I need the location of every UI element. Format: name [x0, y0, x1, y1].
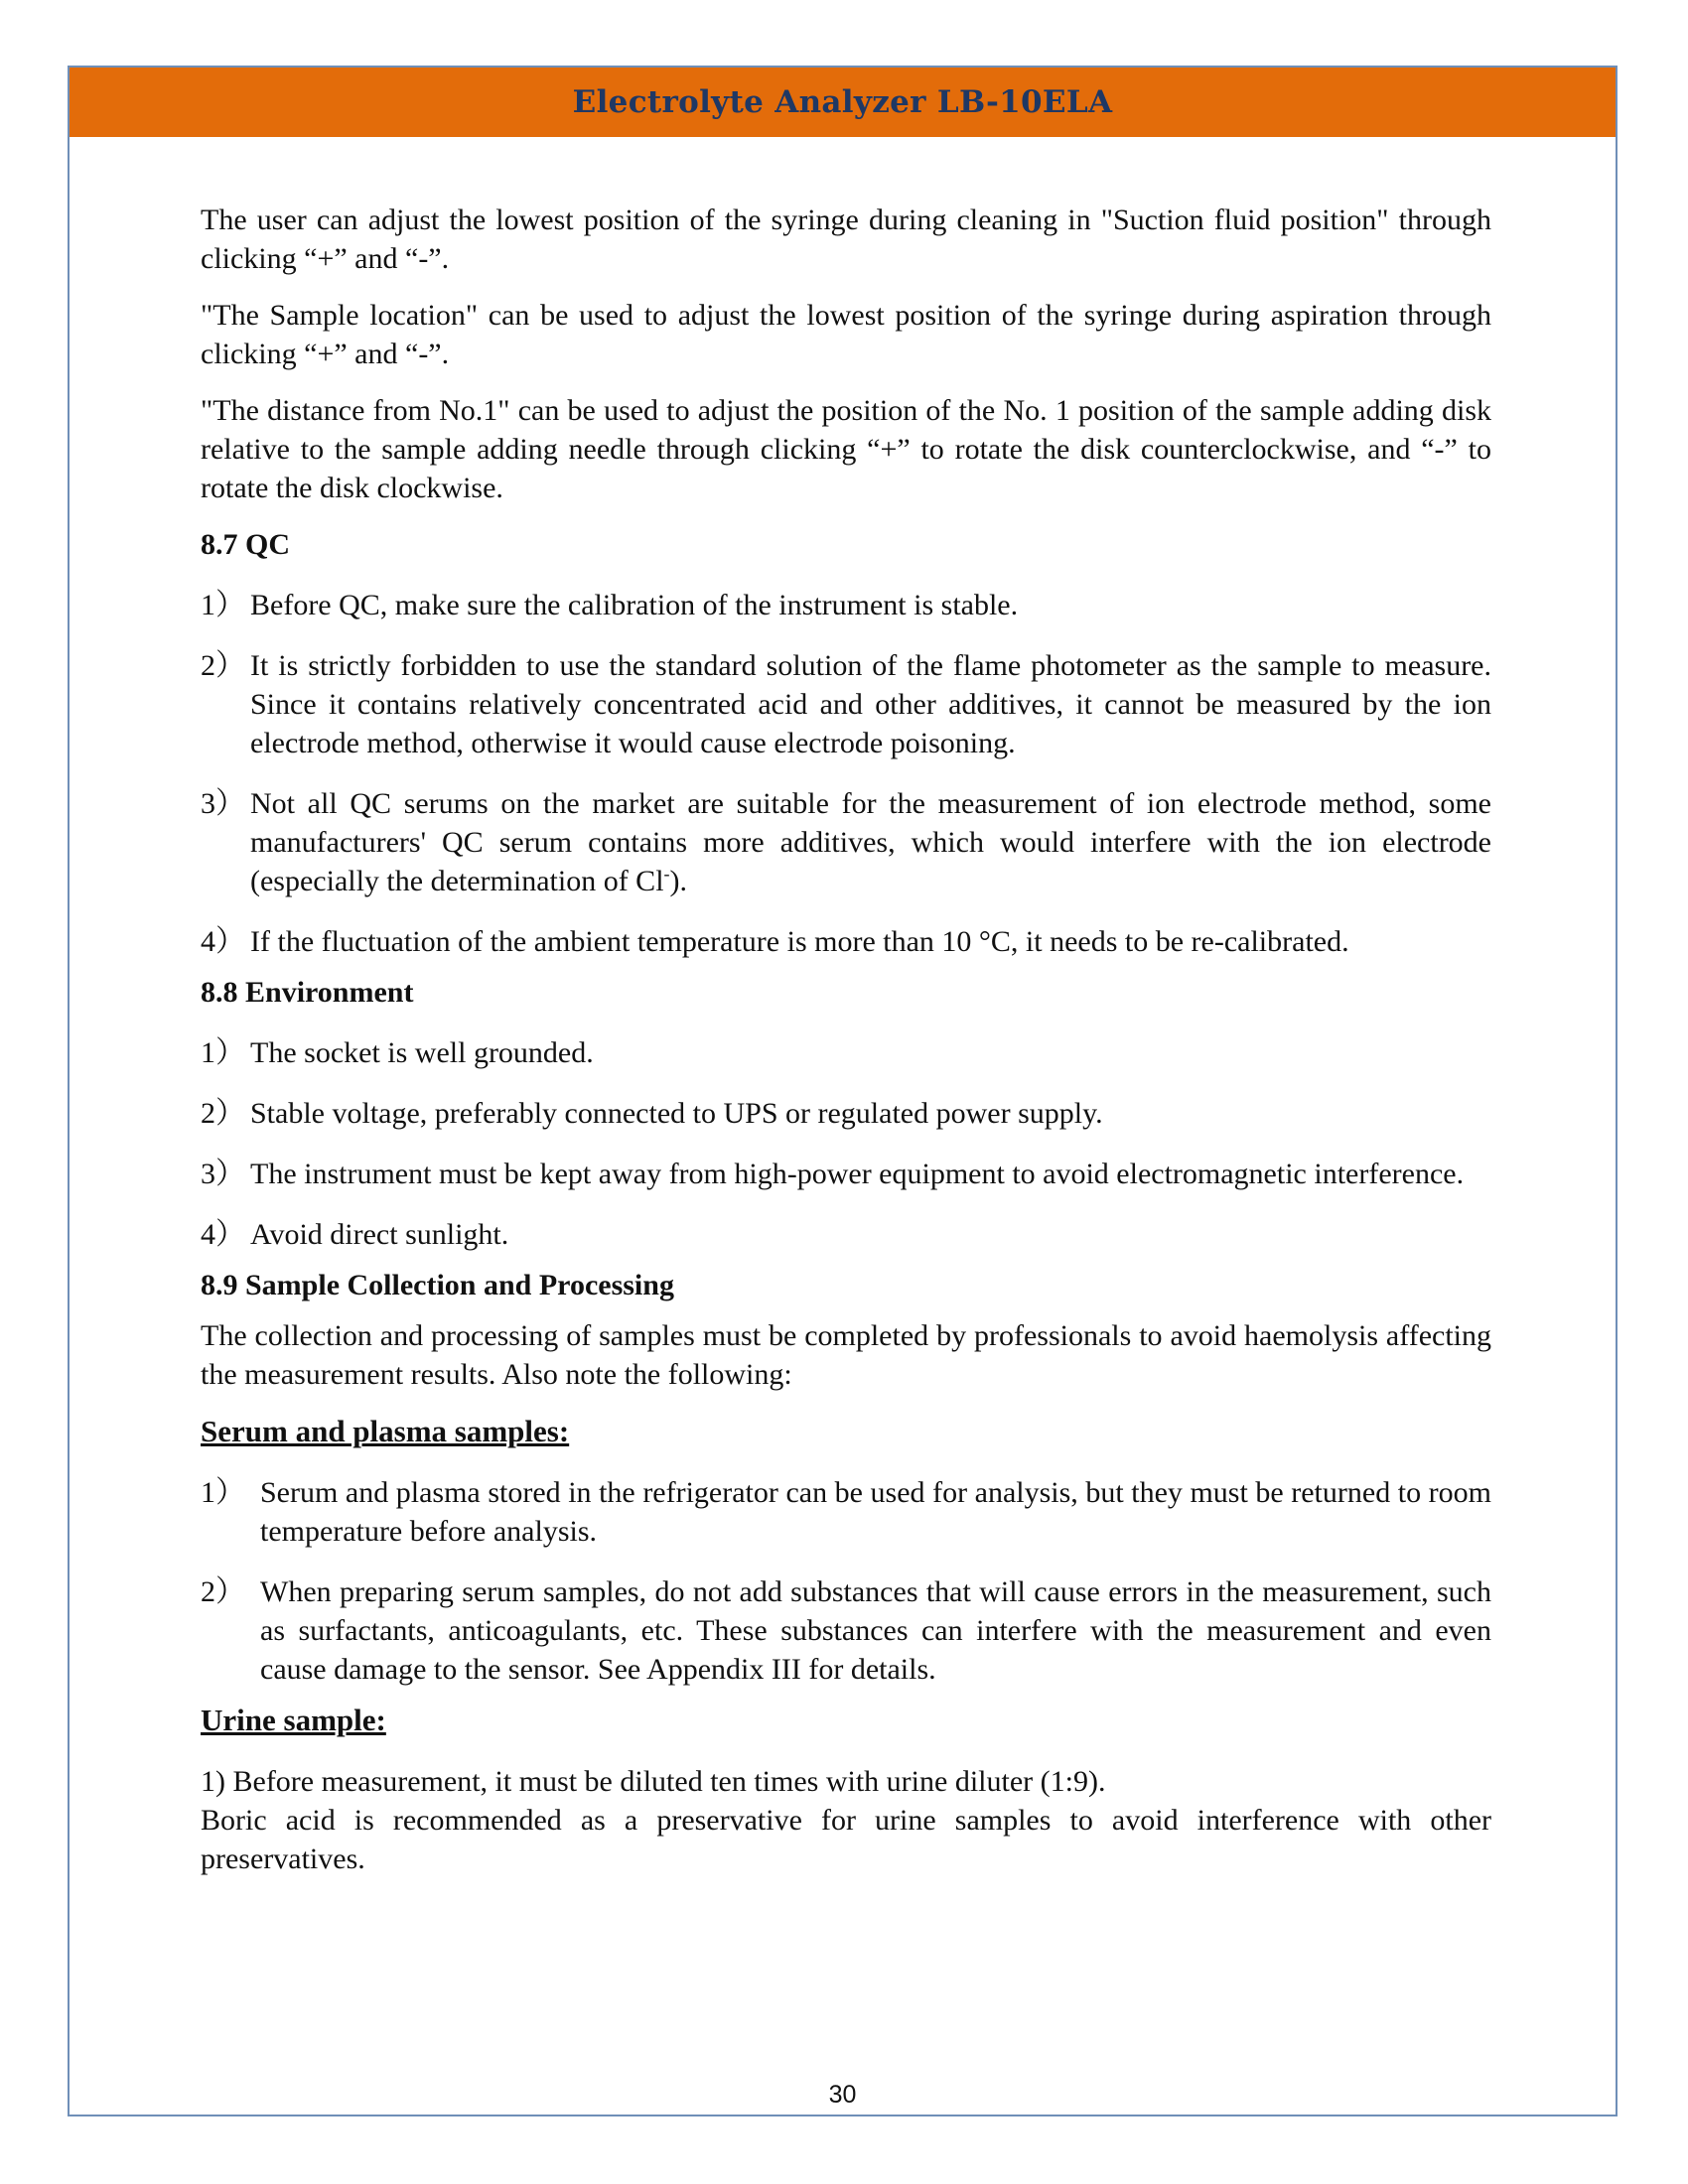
intro-paragraph-3: "The distance from No.1" can be used to adjust the position of the No. 1 position of the sample adding disk relative to the sample adding needle through clicking “+” to rotate the disk counterclockwise, and “-” to rotate the disk clockwise. — [201, 394, 1491, 504]
list-item — [201, 1094, 1491, 1133]
list-item — [201, 1215, 1491, 1254]
list-text: If the fluctuation of the ambient temperature is more than 10 °C, it needs to be re-calibrated. — [250, 925, 1349, 958]
list-item — [201, 646, 1491, 762]
list-text: Before QC, make sure the calibration of the instrument is stable. — [250, 589, 1019, 621]
list-text — [250, 784, 1491, 900]
intro-paragraph-1: The user can adjust the lowest position of the syringe during cleaning in "Suction fluid position" through clicking “+” and “-”. — [201, 204, 1491, 275]
page-content — [201, 201, 1491, 1878]
list-text: The socket is well grounded. — [250, 1036, 594, 1069]
list-number: 2） — [201, 1575, 245, 1608]
list-number: 4） — [201, 1218, 245, 1251]
list-item — [201, 1572, 1491, 1689]
list-number: 1） — [201, 1036, 245, 1069]
list-text: Avoid direct sunlight. — [250, 1218, 509, 1251]
list-text: Stable voltage, preferably connected to UPS or regulated power supply. — [250, 1097, 1103, 1130]
list-item — [201, 784, 1491, 900]
document-title: Electrolyte Analyzer LB-10ELA — [572, 84, 1113, 120]
list-number: 1） — [201, 1476, 245, 1509]
list-text-main: Not all QC serums on the market are suitable for the measurement of ion electrode method, some manufacturers' QC serum contains more additives, which would interfere with the ion electrode (especially the determination of Cl — [250, 787, 1491, 897]
urine-subheading: Urine sample: — [201, 1703, 386, 1737]
list-item — [201, 1033, 1491, 1072]
list-number: 4） — [201, 925, 245, 958]
sample-heading: 8.9 Sample Collection and Processing — [201, 1269, 674, 1301]
urine-line-2: Boric acid is recommended as a preservative for urine samples to avoid interference with other preservatives. — [201, 1804, 1491, 1875]
page-number: 30 — [828, 2081, 857, 2109]
list-text: Serum and plasma stored in the refrigerator can be used for analysis, but they must be returned to room temperature before analysis. — [260, 1476, 1491, 1548]
list-text: It is strictly forbidden to use the standard solution of the flame photometer as the sample to measure. Since it contains relatively concentrated acid and other additives, it cannot be measured by the ion electrode method, otherwise it would cause electrode poisoning. — [250, 649, 1491, 759]
list-item — [201, 1473, 1491, 1551]
header-bar — [70, 68, 1616, 137]
list-text: When preparing serum samples, do not add substances that will cause errors in the measurement, such as surfactants, anticoagulants, etc. These substances can interfere with the measurement and even cause damage to the sensor. See Appendix III for details. — [260, 1575, 1491, 1686]
list-text-end: ). — [669, 865, 688, 897]
list-number: 2） — [201, 1097, 245, 1130]
list-item — [201, 922, 1491, 961]
list-number: 1） — [201, 589, 245, 621]
serum-subheading: Serum and plasma samples: — [201, 1414, 570, 1448]
list-text: The instrument must be kept away from high-power equipment to avoid electromagnetic interference. — [250, 1158, 1465, 1190]
urine-line-1: 1) Before measurement, it must be diluted ten times with urine diluter (1:9). — [201, 1765, 1106, 1798]
superscript-minus: - — [663, 864, 670, 884]
sample-intro: The collection and processing of samples must be completed by professionals to avoid haemolysis affecting the measurement results. Also note the following: — [201, 1319, 1491, 1391]
list-number: 3） — [201, 1158, 245, 1190]
list-item — [201, 1155, 1491, 1193]
list-number: 2） — [201, 649, 245, 682]
list-number: 3） — [201, 787, 245, 820]
environment-heading: 8.8 Environment — [201, 976, 414, 1009]
intro-paragraph-2: "The Sample location" can be used to adjust the lowest position of the syringe during aspiration through clicking “+” and “-”. — [201, 299, 1491, 370]
qc-heading: 8.7 QC — [201, 528, 290, 561]
page-frame — [68, 66, 1618, 2116]
list-item — [201, 586, 1491, 624]
